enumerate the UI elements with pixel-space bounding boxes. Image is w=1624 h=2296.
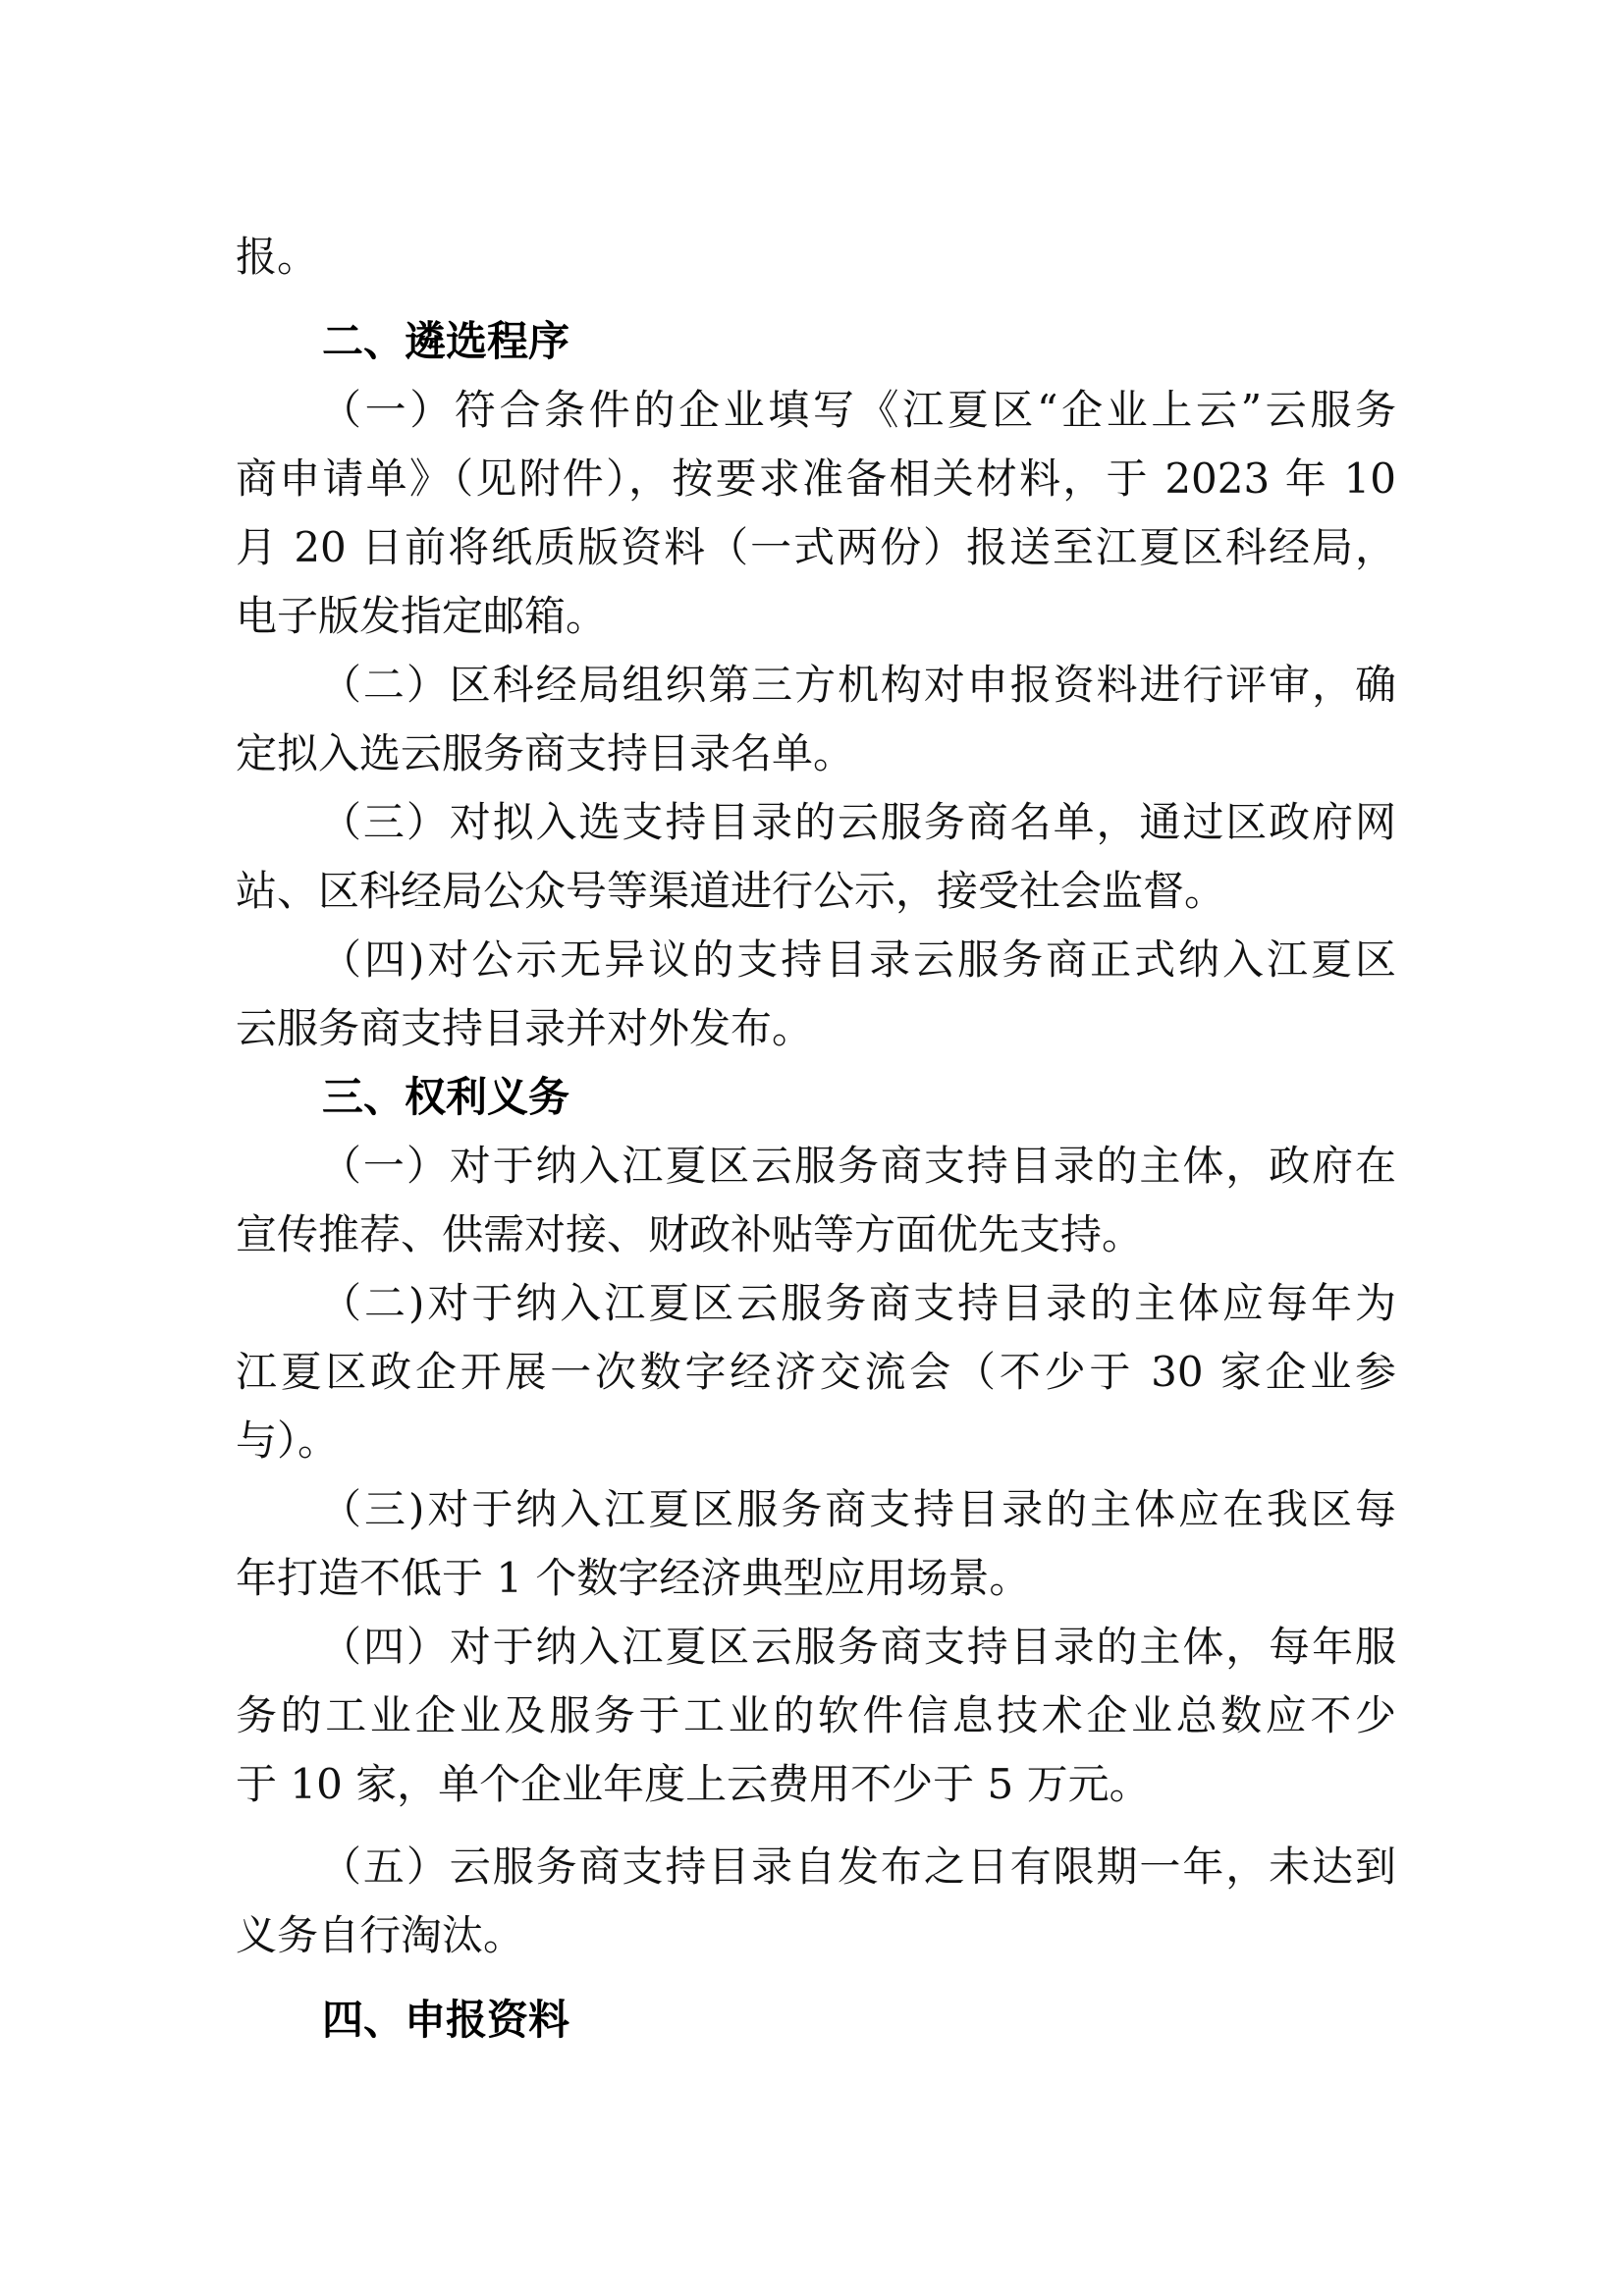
paragraph-3-2: [236, 1269, 1396, 1475]
paragraph-line: 商申请单》（见附件），按要求准备相关材料，于 2023 年 10: [236, 454, 1396, 503]
document-body: [236, 223, 1396, 2055]
paragraph-2-2: [236, 651, 1396, 788]
paragraph-line: （五）云服务商支持目录自发布之日有限期一年，未达到: [320, 1842, 1396, 1891]
paragraph-line: （三）对拟入选支持目录的云服务商名单，通过区政府网: [320, 798, 1396, 846]
paragraph-line: 云服务商支持目录并对外发布。: [236, 1004, 814, 1052]
paragraph-line: （四)对公示无异议的支持目录云服务商正式纳入江夏区: [320, 935, 1396, 984]
paragraph-3-1: [236, 1132, 1396, 1269]
paragraph-3-5: [236, 1833, 1396, 1970]
paragraph-line: 江夏区政企开展一次数字经济交流会（不少于 30 家企业参: [236, 1348, 1396, 1396]
paragraph-line: 宣传推荐、供需对接、财政补贴等方面优先支持。: [236, 1210, 1144, 1258]
paragraph-line: 于 10 家，单个企业年度上云费用不少于 5 万元。: [236, 1760, 1151, 1808]
paragraph-2-3: [236, 788, 1396, 926]
paragraph-line: （一）对于纳入江夏区云服务商支持目录的主体，政府在: [320, 1142, 1396, 1190]
paragraph-line: 与）。: [236, 1416, 340, 1465]
paragraph-line: （四）对于纳入江夏区云服务商支持目录的主体，每年服: [320, 1623, 1396, 1671]
paragraph-line: （二）区科经局组织第三方机构对申报资料进行评审，确: [320, 661, 1396, 709]
paragraph-2-1: [236, 376, 1396, 651]
paragraph-line: （二)对于纳入江夏区云服务商支持目录的主体应每年为: [320, 1279, 1396, 1327]
section-heading-rights-obligations: 三、权利义务: [322, 1073, 570, 1121]
section-heading-application-materials: 四、申报资料: [322, 1996, 570, 2044]
paragraph-line: （一）符合条件的企业填写《江夏区“企业上云”云服务: [320, 386, 1396, 434]
paragraph-line: （三)对于纳入江夏区服务商支持目录的主体应在我区每: [320, 1485, 1396, 1533]
paragraph-line: 站、区科经局公众号等渠道进行公示，接受社会监督。: [236, 867, 1226, 915]
paragraph-3-4: [236, 1613, 1396, 1819]
paragraph-line: 定拟入选云服务商支持目录名单。: [236, 729, 855, 777]
paragraph-3-3: [236, 1475, 1396, 1613]
continuation-line: 报。: [236, 233, 319, 281]
paragraph-2-4: [236, 926, 1396, 1063]
paragraph-line: 电子版发指定邮箱。: [236, 592, 608, 640]
paragraph-line: 月 20 日前将纸质版资料（一式两份）报送至江夏区科经局，: [236, 523, 1396, 571]
paragraph-line: 务的工业企业及服务于工业的软件信息技术企业总数应不少: [236, 1691, 1396, 1739]
paragraph-line: 义务自行淘汰。: [236, 1911, 525, 1959]
paragraph-line: 年打造不低于 1 个数字经济典型应用场景。: [236, 1554, 1031, 1602]
section-heading-selection-procedure: 二、遴选程序: [322, 317, 570, 365]
